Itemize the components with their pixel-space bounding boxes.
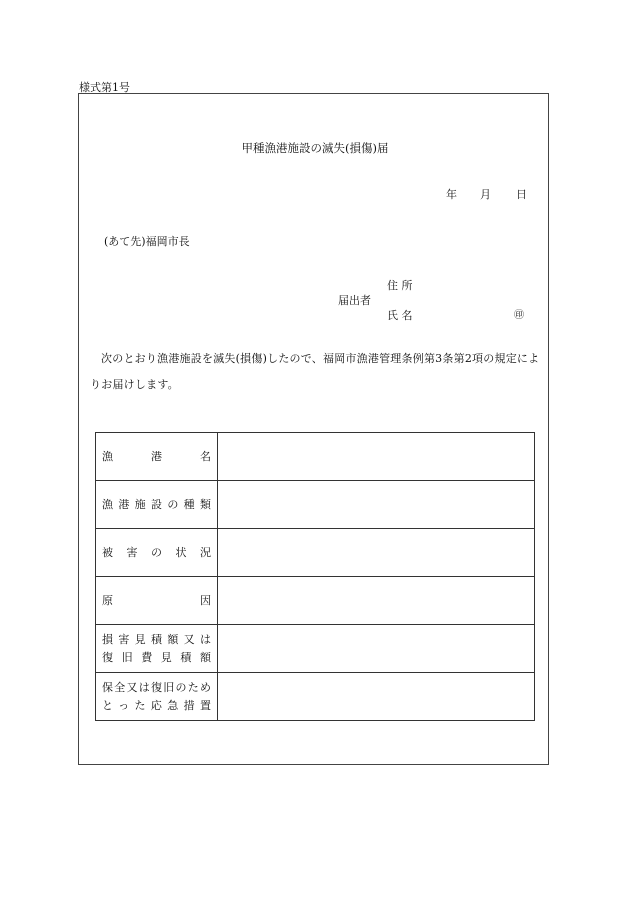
notifier-label: 届出者 xyxy=(338,294,371,307)
table-row-emergency-measures xyxy=(96,673,535,721)
date-month-label: 月 xyxy=(480,188,491,201)
row-label-text: とった応急措置 xyxy=(102,698,211,712)
row-label xyxy=(96,625,218,673)
cause-field[interactable] xyxy=(218,577,535,625)
address-label: 住 所 xyxy=(387,279,413,292)
row-label-text: 被 害 の 状 況 xyxy=(102,545,211,559)
row-label-text: 保全又は復旧のため xyxy=(102,680,211,694)
row-label xyxy=(96,481,218,529)
table-row-facility-type xyxy=(96,481,535,529)
damage-status-field[interactable] xyxy=(218,529,535,577)
row-label-text: 漁 港 名 xyxy=(102,449,211,463)
row-label xyxy=(96,529,218,577)
emergency-measures-field[interactable] xyxy=(218,673,535,721)
table-row-harbor-name xyxy=(96,433,535,481)
table-row-cause xyxy=(96,577,535,625)
date-year-label: 年 xyxy=(446,188,457,201)
name-label: 氏 名 xyxy=(387,309,413,322)
table-row-estimated-cost xyxy=(96,625,535,673)
row-label-text: 復旧費見積額 xyxy=(102,650,211,664)
table-row-damage-status xyxy=(96,529,535,577)
row-label-text: 損害見積額又は xyxy=(102,632,211,646)
date-day-label: 日 xyxy=(516,188,527,201)
seal-mark: ㊞ xyxy=(514,310,524,321)
facility-type-field[interactable] xyxy=(218,481,535,529)
row-label-text: 原 因 xyxy=(102,593,211,607)
notification-table xyxy=(95,432,535,721)
form-number: 様式第1号 xyxy=(79,81,130,94)
row-label xyxy=(96,433,218,481)
row-label xyxy=(96,673,218,721)
row-label-text: 漁港施設の種類 xyxy=(102,497,211,511)
harbor-name-field[interactable] xyxy=(218,433,535,481)
document-title: 甲種漁港施設の滅失(損傷)届 xyxy=(241,141,389,155)
body-text: 次のとおり漁港施設を滅失(損傷)したので、福岡市漁港管理条例第3条第2項の規定によりお届けします。 xyxy=(90,352,540,391)
row-label xyxy=(96,577,218,625)
estimated-cost-field[interactable] xyxy=(218,625,535,673)
addressee: (あて先)福岡市長 xyxy=(104,235,190,248)
